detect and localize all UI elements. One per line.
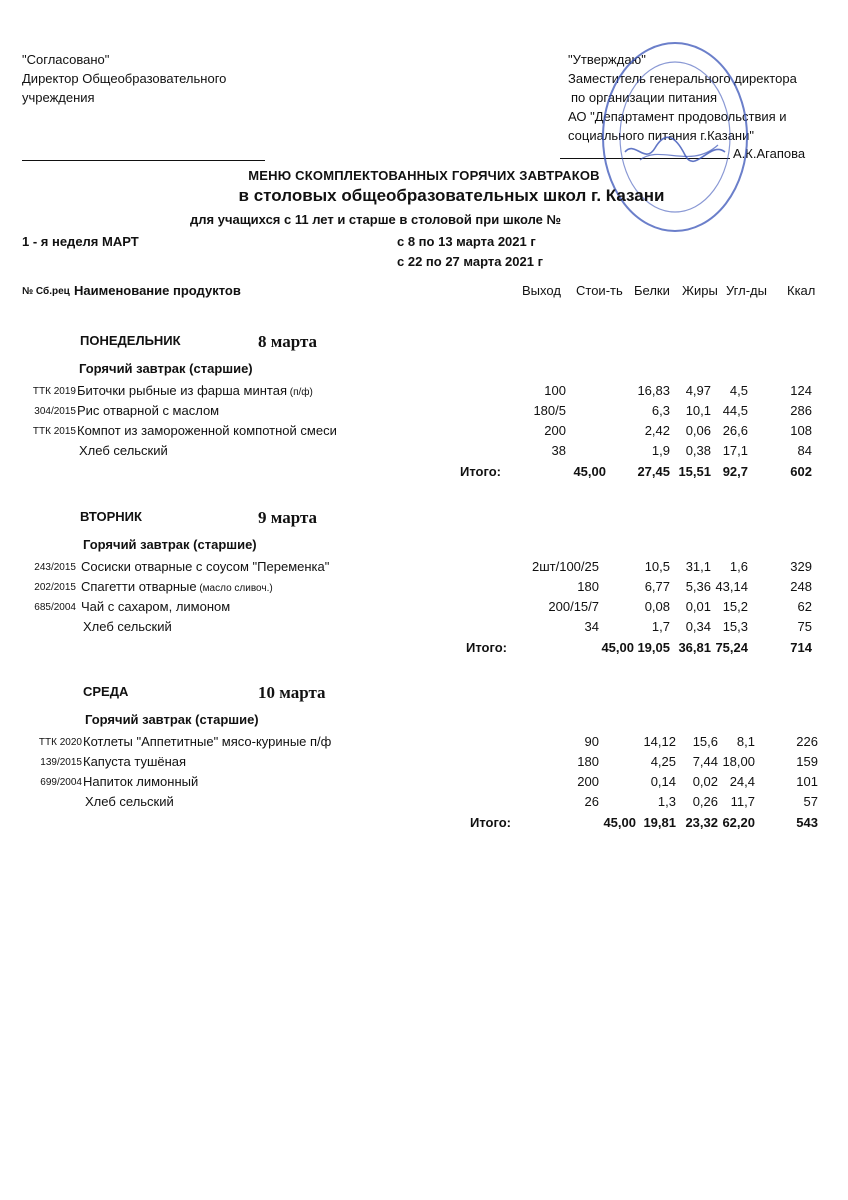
cell-protein: 6,3: [651, 403, 670, 418]
cell-carbs: 18,00: [722, 754, 755, 769]
total-protein: 27,45: [637, 464, 670, 479]
dish-name: [81, 599, 230, 614]
cell-output: 200: [577, 774, 599, 789]
cell-kcal: 159: [796, 754, 818, 769]
day-name: ПОНЕДЕЛЬНИК: [80, 333, 181, 348]
cell-output: 34: [584, 619, 599, 634]
cell-fat: 7,44: [692, 754, 718, 769]
dish-note: (масло сливоч.): [196, 583, 273, 594]
cell-carbs: 15,2: [722, 599, 748, 614]
dish-name-text: Спагетти отварные: [81, 579, 197, 594]
col-carbs: Угл-ды: [726, 283, 767, 298]
total-carbs: 92,7: [722, 464, 748, 479]
cell-carbs: 44,5: [722, 403, 748, 418]
col-kcal: Ккал: [787, 283, 816, 298]
dish-name: [83, 774, 198, 789]
cell-fat: 0,26: [692, 794, 718, 809]
total-carbs: 62,20: [722, 815, 755, 830]
signer-name: А.К.Агапова: [733, 146, 806, 161]
cell-fat: 0,34: [685, 619, 711, 634]
cell-carbs: 4,5: [729, 383, 748, 398]
approval-right-line: социального питания г.Казани": [568, 128, 754, 143]
dish-name: [83, 754, 186, 769]
recipe-code: 243/2015: [34, 562, 76, 573]
cell-fat: 5,36: [685, 579, 711, 594]
dish-name: [83, 734, 331, 749]
recipe-code: 304/2015: [34, 406, 76, 417]
cell-output: 26: [584, 794, 599, 809]
total-fat: 36,81: [678, 640, 711, 655]
dish-name: [77, 423, 337, 438]
recipe-code: 202/2015: [34, 582, 76, 593]
cell-protein: 6,77: [644, 579, 670, 594]
day-date: 9 марта: [258, 508, 318, 527]
total-label: Итого:: [460, 464, 501, 479]
approval-right-line: "Утверждаю": [568, 52, 646, 67]
total-label: Итого:: [470, 815, 511, 830]
total-label: Итого:: [466, 640, 507, 655]
cell-protein: 2,42: [644, 423, 670, 438]
dish-name-text: Чай с сахаром, лимоном: [81, 599, 231, 614]
total-kcal: 714: [790, 640, 812, 655]
cell-kcal: 57: [803, 794, 818, 809]
menu-subtitle: в столовых общеобразовательных школ г. Казани: [238, 186, 665, 205]
dish-name: [83, 619, 172, 634]
dish-name-text: Хлеб сельский: [85, 794, 174, 809]
dish-name-text: Компот из замороженной компотной смеси: [77, 423, 337, 438]
recipe-code: ТТК 2020: [38, 737, 82, 748]
recipe-code: 685/2004: [34, 602, 76, 613]
day-date: 8 марта: [258, 332, 318, 351]
cell-protein: 0,14: [650, 774, 676, 789]
cell-fat: 4,97: [685, 383, 711, 398]
cell-kcal: 124: [790, 383, 812, 398]
cell-output: 180/5: [533, 403, 566, 418]
total-carbs: 75,24: [715, 640, 748, 655]
recipe-code: ТТК 2019: [32, 386, 76, 397]
cell-carbs: 26,6: [722, 423, 748, 438]
cell-fat: 0,02: [692, 774, 718, 789]
dish-name: [81, 559, 329, 574]
cell-kcal: 62: [797, 599, 812, 614]
recipe-code: 139/2015: [40, 757, 82, 768]
cell-kcal: 108: [790, 423, 812, 438]
total-cost: 45,00: [603, 815, 636, 830]
dish-name: [79, 443, 168, 458]
cell-output: 180: [577, 579, 599, 594]
total-kcal: 602: [790, 464, 812, 479]
cell-carbs: 11,7: [730, 794, 755, 809]
cell-protein: 10,5: [644, 559, 670, 574]
dish-name: [81, 579, 273, 594]
dish-name-text: Хлеб сельский: [83, 619, 172, 634]
col-fat: Жиры: [682, 283, 718, 298]
signature-line-left: [22, 160, 265, 161]
cell-kcal: 329: [790, 559, 812, 574]
total-cost: 45,00: [573, 464, 606, 479]
cell-protein: 1,9: [651, 443, 670, 458]
col-cost: Стои-ть: [576, 283, 623, 298]
cell-fat: 15,6: [692, 734, 718, 749]
cell-carbs: 43,14: [715, 579, 748, 594]
approval-left-line: Директор Общеобразовательного: [22, 71, 227, 86]
cell-carbs: 8,1: [736, 734, 755, 749]
dish-name: [77, 403, 219, 418]
total-fat: 23,32: [685, 815, 718, 830]
week-label: 1 - я неделя МАРТ: [22, 234, 139, 249]
dish-name-text: Хлеб сельский: [79, 443, 168, 458]
cell-protein: 14,12: [643, 734, 676, 749]
cell-output: 2шт/100/25: [532, 559, 599, 574]
dish-name-text: Биточки рыбные из фарша минтая: [77, 383, 287, 398]
menu-audience: для учащихся с 11 лет и старше в столовой при школе №: [190, 212, 562, 227]
cell-fat: 0,06: [685, 423, 711, 438]
total-protein: 19,05: [637, 640, 670, 655]
approval-right-line: АО "Департамент продовольствия и: [568, 109, 787, 124]
cell-kcal: 84: [797, 443, 812, 458]
approval-left: [22, 50, 226, 107]
period-1: с 8 по 13 марта 2021 г: [397, 234, 536, 249]
day-name: СРЕДА: [83, 684, 129, 699]
cell-output: 180: [577, 754, 599, 769]
menu-title: МЕНЮ СКОМПЛЕКТОВАННЫХ ГОРЯЧИХ ЗАВТРАКОВ: [248, 168, 600, 183]
cell-carbs: 17,1: [722, 443, 748, 458]
cell-fat: 0,38: [685, 443, 711, 458]
meal-heading: Горячий завтрак (старшие): [79, 361, 253, 376]
total-protein: 19,81: [643, 815, 676, 830]
cell-protein: 16,83: [637, 383, 670, 398]
total-fat: 15,51: [678, 464, 711, 479]
approval-left-line: учреждения: [22, 90, 95, 105]
total-cost: 45,00: [601, 640, 634, 655]
cell-fat: 0,01: [685, 599, 711, 614]
cell-carbs: 24,4: [729, 774, 755, 789]
dish-name-text: Капуста тушёная: [83, 754, 187, 769]
col-protein: Белки: [634, 283, 670, 298]
day-date: 10 марта: [258, 683, 326, 702]
dish-name: [77, 383, 313, 398]
cell-kcal: 101: [796, 774, 818, 789]
dish-name-text: Котлеты "Аппетитные" мясо-куриные п/ф: [83, 734, 332, 749]
approval-right-line: Заместитель генерального директора: [568, 71, 797, 86]
cell-kcal: 226: [796, 734, 818, 749]
meal-heading: Горячий завтрак (старшие): [85, 712, 259, 727]
cell-output: 200/15/7: [548, 599, 599, 614]
meal-heading: Горячий завтрак (старшие): [83, 537, 257, 552]
cell-protein: 1,7: [651, 619, 670, 634]
period-2: с 22 по 27 марта 2021 г: [397, 254, 543, 269]
col-num: № Сб.рец: [22, 286, 70, 297]
dish-name-text: Напиток лимонный: [83, 774, 199, 789]
cell-kcal: 286: [790, 403, 812, 418]
cell-carbs: 15,3: [722, 619, 748, 634]
col-output: Выход: [522, 283, 561, 298]
dish-name-text: Рис отварной с маслом: [77, 403, 220, 418]
day-name: ВТОРНИК: [80, 509, 142, 524]
cell-protein: 0,08: [644, 599, 670, 614]
col-name: Наименование продуктов: [74, 283, 241, 298]
cell-output: 100: [544, 383, 566, 398]
approval-right-line: по организации питания: [571, 90, 718, 105]
cell-fat: 10,1: [685, 403, 711, 418]
cell-carbs: 1,6: [729, 559, 748, 574]
cell-output: 38: [551, 443, 566, 458]
total-kcal: 543: [796, 815, 818, 830]
dish-name: [85, 794, 174, 809]
cell-kcal: 75: [797, 619, 812, 634]
dish-note: (п/ф): [286, 387, 313, 398]
cell-protein: 4,25: [650, 754, 676, 769]
cell-kcal: 248: [790, 579, 812, 594]
cell-fat: 31,1: [685, 559, 711, 574]
cell-output: 200: [544, 423, 566, 438]
cell-output: 90: [584, 734, 599, 749]
recipe-code: ТТК 2015: [32, 426, 76, 437]
cell-protein: 1,3: [657, 794, 676, 809]
dish-name-text: Сосиски отварные с соусом "Переменка": [81, 559, 330, 574]
recipe-code: 699/2004: [40, 777, 82, 788]
approval-left-line: "Согласовано": [22, 52, 110, 67]
